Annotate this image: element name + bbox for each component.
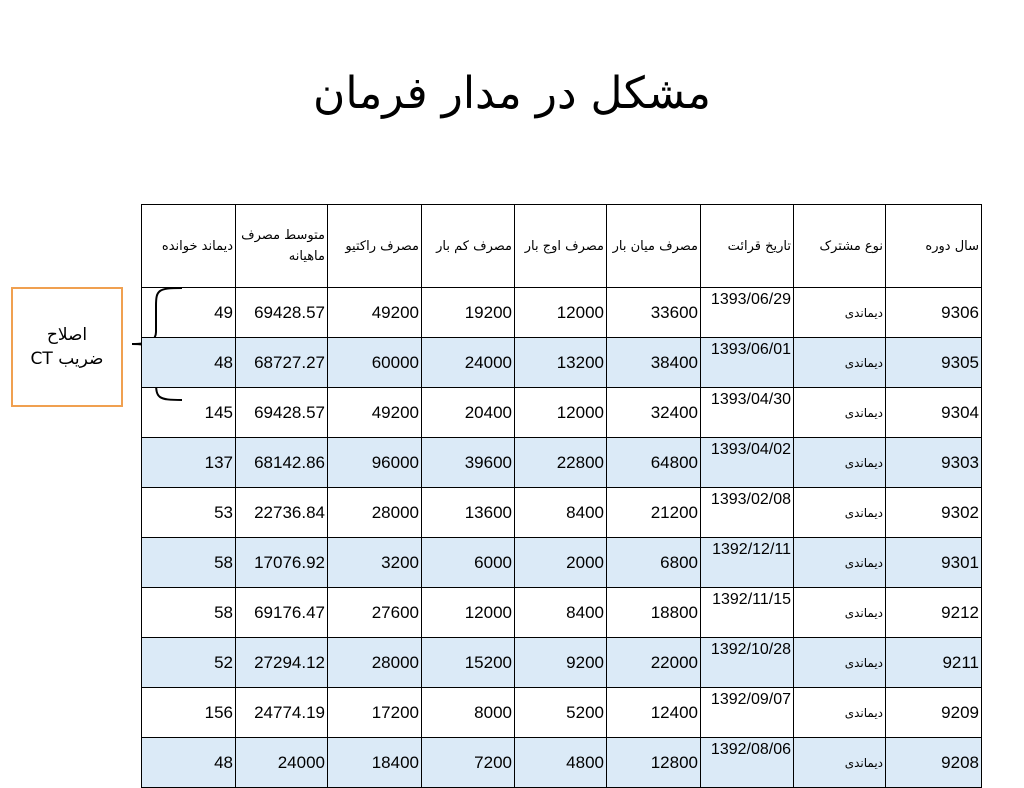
cell-read-demand: 58 <box>142 538 236 588</box>
table-row <box>142 388 982 438</box>
cell-low-load: 20400 <box>422 388 515 438</box>
cell-reactive: 28000 <box>328 488 422 538</box>
cell-low-load: 15200 <box>422 638 515 688</box>
header-customer-type: نوع مشترک <box>794 205 886 288</box>
cell-avg-monthly: 68142.86 <box>236 438 328 488</box>
header-peak-load: مصرف اوج بار <box>515 205 607 288</box>
cell-customer-type: دیماندی <box>794 388 886 438</box>
cell-customer-type: دیماندی <box>794 438 886 488</box>
cell-period-year: 9302 <box>886 488 982 538</box>
cell-read-date: 1393/04/30 <box>701 388 794 438</box>
cell-peak-load: 2000 <box>515 538 607 588</box>
cell-read-date: 1393/06/29 <box>701 288 794 338</box>
cell-period-year: 9209 <box>886 688 982 738</box>
cell-avg-monthly: 22736.84 <box>236 488 328 538</box>
cell-mid-load: 21200 <box>607 488 701 538</box>
cell-peak-load: 13200 <box>515 338 607 388</box>
table-row <box>142 688 982 738</box>
cell-customer-type: دیماندی <box>794 588 886 638</box>
cell-read-date: 1392/10/28 <box>701 638 794 688</box>
cell-mid-load: 12800 <box>607 738 701 788</box>
callout-line-2: ضریب CT <box>30 349 104 369</box>
table-row <box>142 338 982 388</box>
header-reactive: مصرف راکتیو <box>328 205 422 288</box>
cell-read-demand: 145 <box>142 388 236 438</box>
table-row <box>142 488 982 538</box>
table-row <box>142 638 982 688</box>
table-header-row <box>142 205 982 288</box>
cell-customer-type: دیماندی <box>794 338 886 388</box>
header-avg-monthly: متوسط مصرف ماهیانه <box>236 205 328 288</box>
cell-peak-load: 5200 <box>515 688 607 738</box>
table-row <box>142 588 982 638</box>
cell-period-year: 9303 <box>886 438 982 488</box>
cell-low-load: 39600 <box>422 438 515 488</box>
table-row <box>142 288 982 338</box>
callout-box <box>11 287 123 407</box>
cell-read-date: 1392/09/07 <box>701 688 794 738</box>
cell-read-demand: 58 <box>142 588 236 638</box>
cell-period-year: 9211 <box>886 638 982 688</box>
cell-low-load: 7200 <box>422 738 515 788</box>
cell-mid-load: 6800 <box>607 538 701 588</box>
cell-peak-load: 8400 <box>515 588 607 638</box>
cell-reactive: 96000 <box>328 438 422 488</box>
cell-customer-type: دیماندی <box>794 538 886 588</box>
cell-peak-load: 4800 <box>515 738 607 788</box>
cell-peak-load: 8400 <box>515 488 607 538</box>
cell-low-load: 12000 <box>422 588 515 638</box>
cell-avg-monthly: 24000 <box>236 738 328 788</box>
header-read-demand: دیماند خوانده <box>142 205 236 288</box>
cell-read-date: 1393/06/01 <box>701 338 794 388</box>
cell-read-date: 1392/11/15 <box>701 588 794 638</box>
cell-peak-load: 12000 <box>515 288 607 338</box>
cell-mid-load: 32400 <box>607 388 701 438</box>
cell-reactive: 60000 <box>328 338 422 388</box>
cell-customer-type: دیماندی <box>794 488 886 538</box>
cell-peak-load: 12000 <box>515 388 607 438</box>
table-row <box>142 738 982 788</box>
header-low-load: مصرف کم بار <box>422 205 515 288</box>
header-read-date: تاریخ قرائت <box>701 205 794 288</box>
cell-read-demand: 48 <box>142 738 236 788</box>
cell-low-load: 8000 <box>422 688 515 738</box>
cell-avg-monthly: 69428.57 <box>236 388 328 438</box>
cell-reactive: 49200 <box>328 288 422 338</box>
cell-read-demand: 53 <box>142 488 236 538</box>
cell-low-load: 24000 <box>422 338 515 388</box>
cell-customer-type: دیماندی <box>794 738 886 788</box>
cell-mid-load: 22000 <box>607 638 701 688</box>
cell-customer-type: دیماندی <box>794 688 886 738</box>
cell-avg-monthly: 69428.57 <box>236 288 328 338</box>
cell-read-demand: 156 <box>142 688 236 738</box>
cell-period-year: 9305 <box>886 338 982 388</box>
cell-period-year: 9208 <box>886 738 982 788</box>
cell-customer-type: دیماندی <box>794 288 886 338</box>
cell-mid-load: 38400 <box>607 338 701 388</box>
header-mid-load: مصرف میان بار <box>607 205 701 288</box>
cell-peak-load: 22800 <box>515 438 607 488</box>
cell-read-date: 1393/02/08 <box>701 488 794 538</box>
cell-read-demand: 48 <box>142 338 236 388</box>
slide-title: مشکل در مدار فرمان <box>313 68 711 119</box>
cell-avg-monthly: 68727.27 <box>236 338 328 388</box>
callout-line-1: اصلاح <box>46 325 88 345</box>
cell-mid-load: 12400 <box>607 688 701 738</box>
cell-avg-monthly: 69176.47 <box>236 588 328 638</box>
cell-mid-load: 18800 <box>607 588 701 638</box>
cell-avg-monthly: 27294.12 <box>236 638 328 688</box>
cell-peak-load: 9200 <box>515 638 607 688</box>
cell-read-demand: 137 <box>142 438 236 488</box>
cell-period-year: 9304 <box>886 388 982 438</box>
cell-reactive: 17200 <box>328 688 422 738</box>
cell-avg-monthly: 24774.19 <box>236 688 328 738</box>
cell-mid-load: 33600 <box>607 288 701 338</box>
cell-read-date: 1392/12/11 <box>701 538 794 588</box>
cell-reactive: 49200 <box>328 388 422 438</box>
cell-customer-type: دیماندی <box>794 638 886 688</box>
cell-period-year: 9301 <box>886 538 982 588</box>
cell-read-demand: 49 <box>142 288 236 338</box>
cell-read-date: 1393/04/02 <box>701 438 794 488</box>
cell-read-demand: 52 <box>142 638 236 688</box>
cell-low-load: 13600 <box>422 488 515 538</box>
cell-period-year: 9306 <box>886 288 982 338</box>
cell-low-load: 6000 <box>422 538 515 588</box>
cell-reactive: 27600 <box>328 588 422 638</box>
cell-period-year: 9212 <box>886 588 982 638</box>
cell-reactive: 3200 <box>328 538 422 588</box>
cell-avg-monthly: 17076.92 <box>236 538 328 588</box>
consumption-table <box>141 204 982 788</box>
cell-read-date: 1392/08/06 <box>701 738 794 788</box>
table-row <box>142 538 982 588</box>
cell-mid-load: 64800 <box>607 438 701 488</box>
table-row <box>142 438 982 488</box>
cell-reactive: 28000 <box>328 638 422 688</box>
header-period-year: سال دوره <box>886 205 982 288</box>
cell-reactive: 18400 <box>328 738 422 788</box>
cell-low-load: 19200 <box>422 288 515 338</box>
